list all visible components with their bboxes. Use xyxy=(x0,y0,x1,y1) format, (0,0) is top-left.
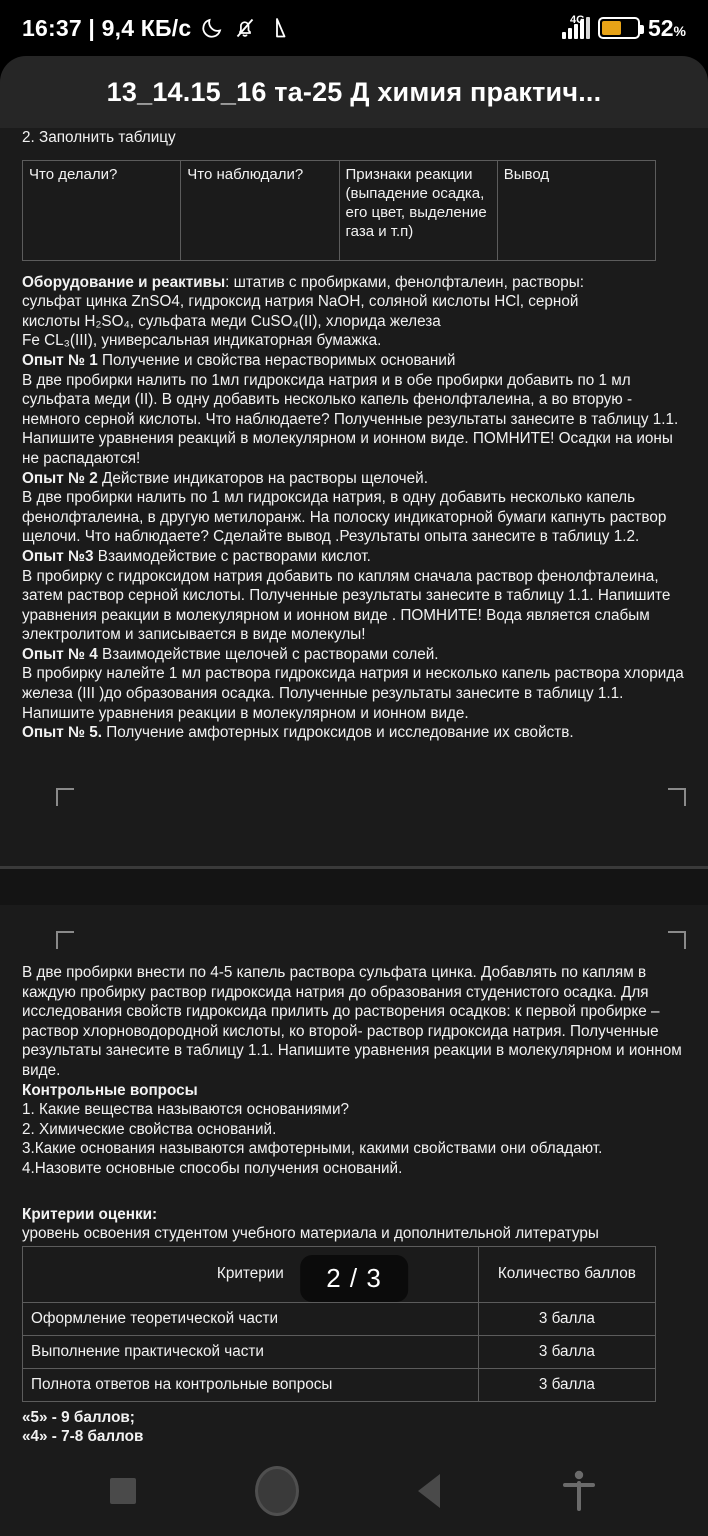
back-button[interactable] xyxy=(418,1474,440,1508)
experiment-5-heading xyxy=(22,723,686,743)
table-header-cell-3: Вывод xyxy=(497,160,655,260)
page-indicator: 2 / 3 xyxy=(300,1255,408,1302)
grade-scale-4: «4» - 7-8 баллов xyxy=(22,1428,144,1446)
status-bar xyxy=(0,0,708,56)
table-row xyxy=(23,1335,656,1368)
moon-icon xyxy=(200,16,224,40)
experiment-5-title: Получение амфотерных гидроксидов и исследование их свойств. xyxy=(102,724,574,742)
task-line: 2. Заполнить таблицу xyxy=(22,129,176,146)
accessibility-icon[interactable] xyxy=(559,1468,599,1514)
app-header-bar xyxy=(0,56,708,128)
crop-mark-top-right xyxy=(668,788,686,806)
crop-mark-top-right-p2 xyxy=(668,931,686,949)
equipment-paragraph xyxy=(22,273,686,293)
equipment-line-0: : штатив с пробирками, фенолфталеин, растворы: xyxy=(225,273,585,291)
system-navigation-bar xyxy=(0,1446,708,1536)
criteria-subtitle: уровень освоения студентом учебного материала и дополнительной литературы xyxy=(22,1225,599,1243)
recents-button[interactable] xyxy=(110,1478,136,1504)
status-bar-right xyxy=(562,15,686,42)
criteria-header-0: Критерии xyxy=(23,1246,479,1302)
control-questions-heading: Контрольные вопросы xyxy=(22,1081,198,1099)
experiment-1-body: В две пробирки налить по 1мл гидроксида натрия и в обе пробирки добавить по 1 мл сульфата меди (ІІ). В одну добавить несколько капель фенолфталеина, а во вторую - немного серной кислоты. Что наблюдаете? Полученные результаты занесите в таблицу 1.1. Напишите уравнения реакций в молекулярном и ионном виде. ПОМНИТЕ! Осадки на ионы не распадаются! xyxy=(22,371,679,467)
spacer xyxy=(22,1179,686,1205)
criteria-row-2-points: 3 балла xyxy=(478,1368,655,1401)
criteria-header-1: Количество баллов xyxy=(478,1246,655,1302)
document-page-1 xyxy=(0,128,708,866)
table-header-cell-1: Что наблюдали? xyxy=(181,160,339,260)
table-header-cell-2: Признаки реакции (выпадение осадка, его цвет, выделение газа и т.п) xyxy=(339,160,497,260)
question-4: 4.Назовите основные способы получения оснований. xyxy=(22,1159,403,1177)
status-time-and-speed: 16:37 | 9,4 КБ/с xyxy=(22,14,192,41)
battery-percent-value: 52 xyxy=(647,14,674,41)
experiment-3-body: В пробирку с гидроксидом натрия добавить по каплям сначала раствор фенолфталеина, затем раствор серной кислоты. Полученные результаты занесите в таблицу 1.1. Напишите уравнения реакции в молекулярном и ионном виде . ПОМНИТЕ! Вода является слабым электролитом и записывается в виде молекулы! xyxy=(22,567,671,644)
criteria-row-1-name: Выполнение практической части xyxy=(23,1335,479,1368)
table-row xyxy=(23,160,656,260)
page-gap xyxy=(0,869,708,905)
experiment-4-heading xyxy=(22,645,686,665)
equipment-line-1-row: сульфат цинка ZnSO4, гидроксид натрия NaOH, соляной кислоты HCl, серной xyxy=(22,293,579,311)
home-button[interactable] xyxy=(255,1466,299,1516)
question-1: 1. Какие вещества называются основаниями? xyxy=(22,1101,349,1119)
experiment-1-heading xyxy=(22,351,686,371)
observation-table xyxy=(22,160,656,261)
experiment-3-title: Взаимодействие с растворами кислот. xyxy=(93,547,371,565)
experiment-2-title: Действие индикаторов на растворы щелочей. xyxy=(97,469,428,487)
document-title: 13_14.15_16 та-25 Д химия практич... xyxy=(106,76,602,107)
experiment-4-label: Опыт № 4 xyxy=(22,645,98,663)
bell-muted-icon xyxy=(233,16,257,40)
experiment-5-label: Опыт № 5. xyxy=(22,724,103,742)
criteria-row-2-name: Полнота ответов на контрольные вопросы xyxy=(23,1368,479,1401)
page2-intro: В две пробирки внести по 4-5 капель раствора сульфата цинка. Добавлять по каплям в каждую пробирку раствор гидроксида натрия до образования студенистого осадка. Для исследования свойств гидроксида прилить до растворения осадков: к первой пробирке – раствор хлорноводородной кислоты, ко второй- раствор гидроксида натрия. Полученные результаты занесите в таблицу 1.1. Напишите уравнения реакции в молекулярном и ионном виде. xyxy=(22,964,682,1079)
equipment-line-2-row: кислоты H₂SO₄, сульфата меди CuSO₄(ІІ), хлорида железа xyxy=(22,312,441,330)
equipment-line-3-row: Fe CL₃(ІІІ), универсальная индикаторная бумажка. xyxy=(22,332,382,350)
experiment-1-title: Получение и свойства нерастворимых оснований xyxy=(97,351,456,369)
question-3: 3.Какие основания называются амфотерными, какими свойствами они обладают. xyxy=(22,1140,603,1158)
experiment-2-body: В две пробирки налить по 1 мл гидроксида натрия, в одну добавить несколько капель фенолфталеина, в другую метилоранж. На полоску индикаторной бумаги капнуть раствор щелочи. Что наблюдаете? Сделайте вывод .Результаты опыта занесите в таблицу 1.2. xyxy=(22,489,667,546)
network-type-label: 4G xyxy=(569,14,585,26)
table-row xyxy=(23,1302,656,1335)
experiment-4-title: Взаимодействие щелочей с растворами солей. xyxy=(97,645,439,663)
equipment-label: Оборудование и реактивы xyxy=(22,273,226,291)
battery-icon xyxy=(598,17,640,39)
document-page-2 xyxy=(0,905,708,1525)
status-bar-left xyxy=(22,15,288,42)
experiment-4-body: В пробирку налейте 1 мл раствора гидроксида натрия и несколько капель раствора хлорида железа (ІІІ )до образования осадка. Полученные результаты занесите в таблицу 1.1. Напишите уравнения реакции в молекулярном и ионном виде. xyxy=(22,665,684,722)
crop-mark-top-left-p2 xyxy=(56,931,74,949)
percent-symbol: % xyxy=(673,22,686,39)
signal-bars-icon xyxy=(562,14,590,39)
criteria-row-1-points: 3 балла xyxy=(478,1335,655,1368)
experiment-3-heading xyxy=(22,547,686,567)
criteria-row-0-points: 3 балла xyxy=(478,1302,655,1335)
experiment-1-label: Опыт № 1 xyxy=(22,351,98,369)
criteria-row-0-name: Оформление теоретической части xyxy=(23,1302,479,1335)
battery-percent-label xyxy=(648,15,686,42)
alarm-triangle-icon xyxy=(266,16,288,40)
document-viewport[interactable] xyxy=(0,128,708,1446)
grade-scale-5: «5» - 9 баллов; xyxy=(22,1408,135,1426)
experiment-2-heading xyxy=(22,469,686,489)
crop-mark-top-left xyxy=(56,788,74,806)
table-row xyxy=(23,1368,656,1401)
criteria-heading: Критерии оценки: xyxy=(22,1205,158,1223)
question-2: 2. Химические свойства оснований. xyxy=(22,1120,277,1138)
table-header-cell-0: Что делали? xyxy=(23,160,181,260)
experiment-3-label: Опыт №3 xyxy=(22,547,94,565)
experiment-2-label: Опыт № 2 xyxy=(22,469,98,487)
